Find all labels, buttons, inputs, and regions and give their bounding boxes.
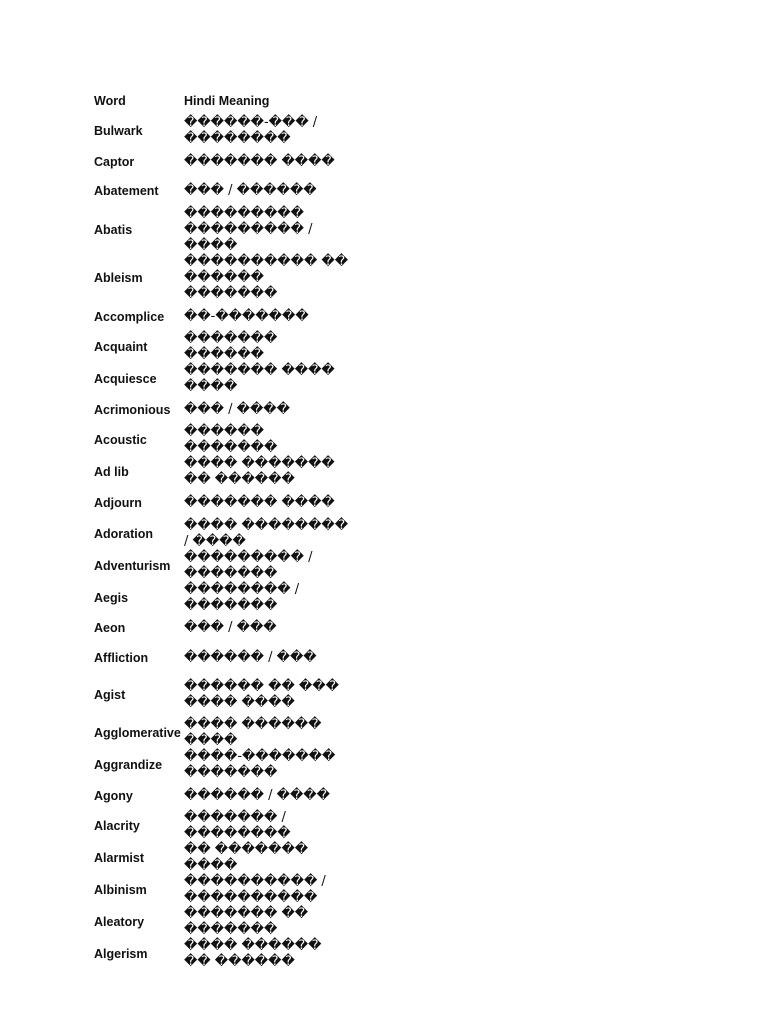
word-cell: Acquiesce xyxy=(94,372,157,387)
word-cell: Aleatory xyxy=(94,915,145,930)
hindi-meaning-cell: ������-��� / �������� xyxy=(184,115,318,147)
word-cell: Captor xyxy=(94,154,135,169)
hindi-meaning-cell: ������� ������ xyxy=(184,331,278,363)
table-row xyxy=(94,906,354,938)
table-row xyxy=(94,582,354,614)
table-row xyxy=(94,842,354,874)
table-row xyxy=(94,938,354,970)
table-row xyxy=(94,177,354,206)
word-cell: Agony xyxy=(94,788,133,803)
word-cell: Bulwark xyxy=(94,124,143,139)
hindi-meaning-cell: ���������� / ���������� xyxy=(184,874,326,906)
table-row xyxy=(94,206,354,254)
table-body xyxy=(94,115,354,970)
word-cell: Adoration xyxy=(94,526,154,541)
hindi-meaning-cell: ��� / ������ xyxy=(184,183,317,199)
word-cell: Accomplice xyxy=(94,309,165,324)
word-cell: Alarmist xyxy=(94,851,145,866)
word-cell: Affliction xyxy=(94,650,149,665)
word-cell: Alacrity xyxy=(94,819,140,834)
column-header-word: Word xyxy=(94,93,126,108)
table-row xyxy=(94,302,354,331)
table-row xyxy=(94,550,354,582)
hindi-meaning-cell: ������� / �������� xyxy=(184,810,291,842)
hindi-meaning-cell: ��� / ��� xyxy=(184,620,277,636)
hindi-meaning-cell: ���� ������ �� ������ xyxy=(184,938,322,970)
word-cell: Aggrandize xyxy=(94,758,163,773)
hindi-meaning-cell: ��-������� xyxy=(184,308,309,324)
table-row xyxy=(94,488,354,517)
hindi-meaning-cell: ��������� ��������� / ���� xyxy=(184,205,313,253)
table-row xyxy=(94,254,354,302)
hindi-meaning-cell: ������ ������� xyxy=(184,424,278,456)
table-row xyxy=(94,147,354,176)
word-cell: Ableism xyxy=(94,270,143,285)
hindi-meaning-cell: �� ������� ���� xyxy=(184,842,309,874)
table-row xyxy=(94,614,354,643)
table-row xyxy=(94,874,354,906)
word-cell: Algerism xyxy=(94,947,148,962)
word-cell: Agglomerative xyxy=(94,726,181,741)
word-cell: Adventurism xyxy=(94,558,171,573)
table-header-row xyxy=(94,86,354,115)
table-row xyxy=(94,424,354,456)
hindi-meaning-cell: ������� ���� ���� xyxy=(184,363,335,395)
word-cell: Agist xyxy=(94,687,126,702)
table-row xyxy=(94,781,354,810)
hindi-meaning-cell: ���� ������� �� ������ xyxy=(184,456,335,488)
word-cell: Aegis xyxy=(94,590,129,605)
table-row xyxy=(94,363,354,395)
word-cell: Ad lib xyxy=(94,465,129,480)
hindi-meaning-cell: ���� �������� / ���� xyxy=(184,517,349,549)
table-row xyxy=(94,331,354,363)
hindi-meaning-cell: �������� / ������� xyxy=(184,581,300,613)
vocabulary-table xyxy=(94,86,354,970)
word-cell: Abatis xyxy=(94,222,133,237)
table-row xyxy=(94,749,354,781)
hindi-meaning-cell: ������� �� ������� xyxy=(184,906,309,938)
hindi-meaning-cell: ������ �� ��� ���� ���� xyxy=(184,678,339,710)
hindi-meaning-cell: ������ / ��� xyxy=(184,649,317,665)
hindi-meaning-cell: ������� ���� xyxy=(184,495,335,511)
word-cell: Adjourn xyxy=(94,496,142,511)
hindi-meaning-cell: ������� ���� xyxy=(184,153,335,169)
hindi-meaning-cell: ��� / ���� xyxy=(184,401,290,417)
hindi-meaning-cell: ����-������� ������� xyxy=(184,749,336,781)
column-header-hindi-meaning: Hindi Meaning xyxy=(184,93,270,108)
table-row xyxy=(94,518,354,550)
table-row xyxy=(94,672,354,717)
table-row xyxy=(94,717,354,749)
hindi-meaning-cell: ���� ������ ���� xyxy=(184,717,322,749)
table-row xyxy=(94,643,354,672)
hindi-meaning-cell: ��������� / ������� xyxy=(184,549,313,581)
table-row xyxy=(94,115,354,147)
word-cell: Abatement xyxy=(94,184,159,199)
word-cell: Acquaint xyxy=(94,340,148,355)
hindi-meaning-cell: ���������� �� ������ ������� xyxy=(184,253,349,301)
word-cell: Acrimonious xyxy=(94,402,171,417)
table-row xyxy=(94,456,354,488)
table-row xyxy=(94,395,354,424)
hindi-meaning-cell: ������ / ���� xyxy=(184,787,330,803)
word-cell: Aeon xyxy=(94,621,126,636)
word-cell: Albinism xyxy=(94,883,147,898)
word-cell: Acoustic xyxy=(94,433,147,448)
table-row xyxy=(94,810,354,842)
